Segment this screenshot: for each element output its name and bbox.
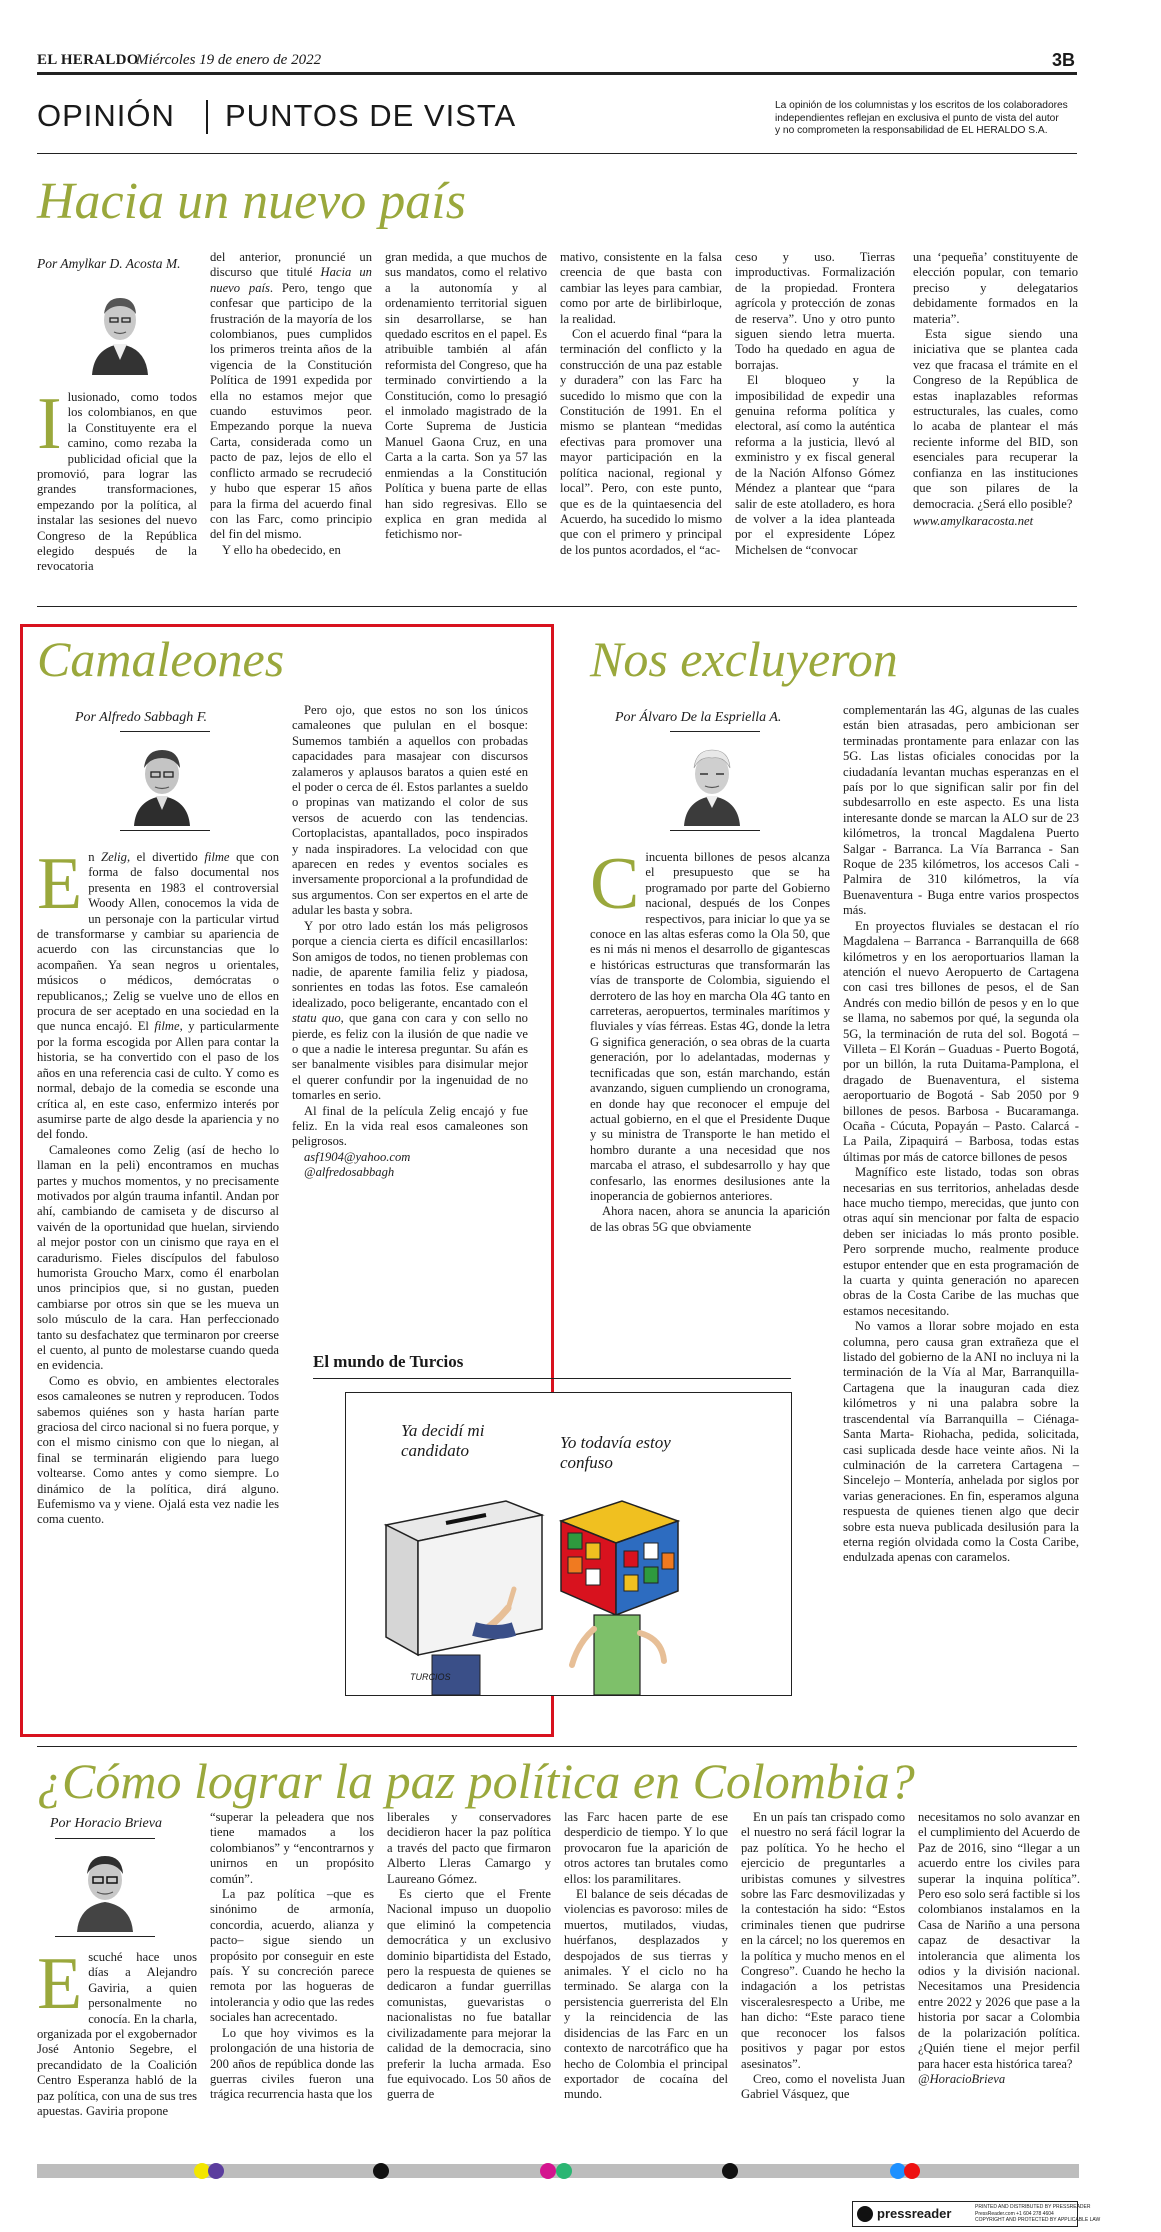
article1-col5-text-b: El bloqueo y la imposibilidad de expedir una genuina reforma política y electoral, así como la auténtica reforma a la justicia, llevó al exministro y ex fiscal general de la Nación Alfonso Gómez Méndez a plantear que “para salir de este atolladero, es hora de volver a la idea planteada por el expresidente López Michelsen de “convocar (735, 373, 895, 557)
article2-col1 (37, 843, 279, 1700)
article4-photo-rule (55, 1936, 155, 1937)
article2-text-1d: , y particularmente por la forma escogida por Allen para contar la historia, se ha convertido con el paso de los años en una referencia casi de culto. Y como es normal, debajo de la comedia se esconde una crítica al, en este caso, enfermizo interés por asumirse parte de algo desde la apariencia y no del fondo. (37, 1019, 279, 1142)
article1-col4-text-b: Con el acuerdo final “para la terminación del conflicto y la construcción de una paz estable y duradera” con las Farc ha sucedido lo mismo que con la Constitución de 1991. En el mismo se plantean “medidas efectivas para promover una mayor participación en la política nacional, regional y local”. Pero, con este punto, que es de la quintaesencia del Acuerdo, ha sucedido lo mismo que con el primero y principal de los puntos acordados, el “ac- (560, 327, 722, 557)
masthead-paper-name: EL HERALDO (37, 52, 139, 68)
article4-title: ¿Cómo lograr la paz política en Colombia? (37, 1753, 915, 1809)
article4-col5 (741, 1810, 905, 2100)
article2-word-filme-1: filme (204, 850, 230, 864)
article2-byline: Por Alfredo Sabbagh F. (75, 710, 207, 725)
pressreader-brand: pressreader (877, 2206, 952, 2221)
article1-col3 (385, 250, 547, 595)
article1-dropcap: I (37, 383, 62, 465)
article1-col4 (560, 250, 722, 595)
article1-col6-text-b: Esta sigue siendo una iniciativa que se plantea cada vez que fracasa el trámite en el Congreso de la República de estas inaplazables reformas estructurales, las cuales, como lo acaba de plantear el más reciente informe del BID, son esenciales para recuperar la confianza en las instituciones que son pilares de la democracia. ¿Será ello posible? (913, 327, 1078, 511)
article2-email[interactable]: asf1904@yahoo.com (304, 1149, 411, 1164)
author-photo-brieva (65, 1842, 145, 1932)
article2-text-2: Camaleones como Zelig (así de hecho lo llaman en la peli) encontramos en muchas partes y muchos momentos, y no precisamente motivados por algún trauma infantil. Andan por ahí, cambiando de camiseta y de discurso al vaivén de la oportunidad que huelan, sirviendo al mejor postor con un cinismo que raya en el caradurismo. Fieles discípulos del fabuloso humorista Groucho Marx, como él enarbolan unos principios que, si no gustan, pueden cambiarse por otros sin que se les mueva un solo músculo de la cara. Han perfeccionado tanto su desfachatez que terminaron por creerse el cuento, al punto de molestarse cuando queda en evidencia. (37, 1142, 279, 1373)
article1-website-link[interactable]: www.amylkaracosta.net (913, 513, 1034, 528)
article4-col6-text-a: necesitamos no solo avanzar en el cumplimiento del Acuerdo de Paz de 2016, sino “llegar a un acuerdo entre los civiles para superar la inquina política”. Pero eso solo será factible si los colombianos instalamos en la Casa de Nariño a una persona capaz de desactivar la intolerancia que alimenta los odios y la división nacional. Necesitamos una Presidencia entre 2022 y 2026 que pase a la historia por sacar a Colombia de la polarización política. ¿Quién tiene el mejor perfil para hacer esta histórica tarea? (918, 1810, 1080, 2071)
article4-col6 (918, 1810, 1080, 2100)
pressreader-fineprint: PRINTED AND DISTRIBUTED BY PRESSREADER PressReader.com +1 604 278 4604 COPYRIGHT AND PROTECTED BY APPLICABLE LAW (975, 2204, 1101, 2223)
article2-film-title: Zelig (101, 850, 127, 864)
article1-col2-text-b: . Pero, tengo que confesar que participo de la frustración de la mayoría de los colombianos, pues cumplidos los primeros treinta años de la vigencia de la Constitución Política de 1991 expedida por ella no estamos mejor que cuando estuvimos peor. Empezando porque la nueva Carta, considerada como un pacto de paz, lejos de ello el conflicto armado se recrudeció y hubo que esperar 15 años para la firma del acuerdo final con las Farc, como principio del fin del mismo. (210, 280, 372, 542)
cartoon-title: El mundo de Turcios (313, 1352, 464, 1371)
article4-col4-text-b: El balance de seis décadas de violencias es pavoroso: miles de muertos, mutilados, viudas, huérfanos, desplazados y despojados de sus tierras y animales. Y el ciclo no ha terminado. Se alarga con la persistencia guerrerista del Eln y la reincidencia de las disidencias de las Farc en un contexto de narcotráfico que ha hecho de Colombia el principal exportador de cocaína del mundo. (564, 1887, 728, 2102)
article4-col1 (37, 1943, 197, 2119)
article2-col2-text-2b: , que gana con cara y con sello no pierde, es feliz con la ilusión de que nadie ve o que a nadie le interesa preguntar. Su afán es ser banalmente visibles para disimular mejor el querer confundir por la ingenuidad de no tomarles en serio. (292, 1011, 528, 1103)
article4-col2-text-c: Lo que hoy vivimos es la prolongación de una historia de 200 años de república donde las guerras civiles fueron una trágica recurrencia hasta que los (210, 2025, 374, 2102)
article2-text-3: Como es obvio, en ambientes electorales esos camaleones se nutren y reproducen. Todos sabemos quiénes son y hasta harían parte graciosa del circo nacional si no fuera porque, y con el mismo cinismo con que lo niegan, al final se terminarán eligiendo para luego voltearse. Como antes y como siempre. Lo dinámico de la política, dirá alguno. Eufemismo va y viene. Ojalá esta vez nadie les coma cuento. (37, 1373, 279, 1527)
article1-bottom-rule (37, 606, 1077, 607)
article3-dropcap: C (590, 843, 640, 925)
article1-col1-text: lusionado, como todos los colombianos, en que la Constituyente era el camino, como rezaba la publicidad oficial que la promovió, para lograr las grandes transformaciones, empezando por la política, al instalar las sesiones del nuevo Congreso de la República elegido después de la revocatoria (37, 390, 197, 574)
disclaimer: La opinión de los columnistas y los escritos de los colaboradores independientes reflejan en exclusiva el punto de vista del autor y no comprometen la responsabilidad de EL HERALDO S.A. (775, 100, 1068, 136)
article1-col6 (913, 250, 1078, 595)
article2-dropcap: E (37, 843, 83, 925)
article3-byline-rule (670, 731, 760, 732)
article1-col4-text-a: mativo, consistente en la falsa creencia de que basta con cambiar las leyes para cambiar, como por arte de birlibirloque, la realidad. (560, 250, 722, 326)
section-rule (37, 153, 1077, 154)
pressreader-badge[interactable] (852, 2201, 1101, 2227)
article4-top-rule (37, 1746, 1077, 1747)
registration-dot-black-1 (373, 2163, 389, 2179)
article4-twitter-handle[interactable]: @HoracioBrieva (918, 2071, 1006, 2086)
registration-dot-red (904, 2163, 920, 2179)
author-photo-espriella (672, 736, 752, 826)
article1-col2-text-a: del anterior, pronuncié un discurso que titulé (210, 250, 372, 280)
article4-col4 (564, 1810, 728, 2100)
article2-text-1c: que con forma de falso documental nos presenta en 1983 el controversial Woody Allen, conocemos la vida de un personaje con la particular virtud de transformarse y cambiar su apariencia de acuerdo con las circunstancias que lo acompañen. Ya sean negros u orientales, músicos o médicos, demócratas o republicanos,; Zelig se vuelve uno de ellos en procura de ser aceptado en una sociedad en la que nunca encajó. El (37, 850, 279, 1034)
article3-col1 (590, 843, 830, 1300)
article2-twitter-handle[interactable]: @alfredosabbagh (304, 1165, 395, 1180)
author-photo-acosta (80, 280, 160, 375)
registration-dot-green (556, 2163, 572, 2179)
article3-text-2: Ahora nacen, ahora se anuncia la aparición de las obras 5G que obviamente (590, 1204, 830, 1234)
cartoon-title-rule (313, 1378, 791, 1379)
article1-col5 (735, 250, 895, 595)
article3-photo-rule (670, 830, 760, 831)
article4-col2-text-b: La paz política –que es sinónimo de armonía, concordia, acuerdo, alianza y pacto– sigue siendo un propósito por conseguir en este país. Y su concreción parece remota por las hogueras de intolerancia y odio que las redes sociales han acrecentado. (210, 1887, 374, 2025)
article4-col4-text-a: las Farc hacen parte de ese desperdicio de tiempo. Y lo que provocaron fue la aparición de otros actores tan brutales como ellos: los paramilitares. (564, 1810, 728, 1886)
article4-col5-text-a: En un país tan crispado como el nuestro no será fácil lograr la paz política. Yo he hecho el ejercicio de preguntarles a uribistas comunes y silvestres sobre las Farc desmovilizadas y la contestación ha sido: “Estos criminales tienen que pudrirse en la cárcel; no los queremos en la política y mucho menos en el Congreso”. Cuando he hecho la indagación a los petristas visceralesrespecto a Uribe, me han dicho: “Este paraco tiene que reconocer los falsos positivos y pagar por estos asesinatos”. (741, 1810, 905, 2071)
masthead-rule (37, 72, 1077, 75)
article4-col2-text-a: “superar la peleadera que nos tiene mamados a los colombianos” y “encontrarnos y unirnos en un propósito común”. (210, 1810, 374, 1886)
cartoon-bubble-right: Yo todavía estoy confuso (560, 1433, 671, 1472)
masthead-date: Miércoles 19 de enero de 2022 (136, 52, 322, 68)
article3-col2-text-4: No vamos a llorar sobre mojado en esta columna, pero causa gran extrañeza que el listado del gobierno de la ANI no incluya ni la terminación de la Vía al Mar, Barranquilla-Cartagena que la inauguran cada diez kilómetros y ni una palabra sobre la trascendental vía Barranquilla – Ciénaga-Santa Marta- Riohacha, pedida, solicitada, casi suplicada desde hace veinte años. Ni la culminación de la carretera Cartagena – Sincelejo – Montería, anhelada por siglos por varias generaciones. En fin, esperamos alguna respuesta de quienes tienen algo que decir sobre esta nueva publicada desilusión para la eterna región olvidada como la Costa Caribe, endulzada apenas con caramelos. (843, 1319, 1079, 1565)
registration-dot-magenta (540, 2163, 556, 2179)
article2-text-1b: , el divertido (126, 850, 205, 864)
article4-col2 (210, 1810, 374, 2100)
article4-col1-text: scuché hace unos días a Alejandro Gaviria, a quien personalmente no conocía. En la charla, organizada por el exgobernador José Antonio Segebre, el precandidato de la Coalición Centro Esperanza habló de la paz política, con una de sus tres apuestas. Gaviria propone (37, 1950, 197, 2119)
article4-byline: Por Horacio Brieva (50, 1816, 162, 1831)
article3-byline: Por Álvaro De la Espriella A. (615, 710, 782, 725)
cartoon-bubble-left: Ya decidí mi candidato (401, 1421, 485, 1460)
article2-title: Camaleones (37, 631, 285, 687)
article2-statu-quo: statu quo (292, 1011, 341, 1026)
article1-col3-text: gran medida, a que muchos de sus mandatos, como el relativo a la autonomía y al ordenamiento territorial siguen sin desarrollarse, se han quedado escritos en el papel. Es atribuible también al afán reformista del Congreso, que ha terminado convirtiendo a la Constitución, como lo presagió el inmolado magistrado de la Corte Suprema de Justicia Manuel Gaona Cruz, en una Carta a la carta. Son ya 57 las enmiendas a la Constitución Política y buena parte de ellas han sido regresivas. Ello se explica en gran medida al fetichismo nor- (385, 250, 547, 542)
article2-col2 (292, 703, 528, 1308)
article2-photo-rule (120, 830, 210, 831)
article3-col2-text-1: complementarán las 4G, algunas de las cuales están bien atrasadas, pero ambicionan ser terminadas prontamente para enlazar con las 5G. Las listas oficiales conocidas por la ciudadanía levantan muchas esperanzas en el país por lo que significan salir por fin del subdesarrollo en este aspecto. Es una lista interesante donde se marcan la ALO sur de 23 kilómetros, la troncal Magdalena Puerto Salgar - Barranca. La Vía Barranca - San Roque de 235 kilómetros, los accesos Cali - Palmira de 310 kilómetros, la vía Buenaventura - Buga entre varios prospectos más. (843, 703, 1079, 918)
article3-title: Nos excluyeron (590, 631, 898, 687)
article2-text-1a: n (88, 850, 102, 864)
article3-text-1: incuenta billones de pesos alcanza el presupuesto que se ha programado por parte del Gobierno nacional, después de los Conpes respectivos, para iniciar lo que ya se conoce en las altas esferas como la Ola 50, que es ni más ni menos el desarrollo de gigantescas e históricas estructuras que transformarán las vías de transporte de Colombia, siguiendo el derrotero de las hoy en marcha Ola 4G tanto en carreteras, aeropuertos, terminales marítimos y fluviales y vías férreas. Estas 4G, donde la letra G significa generación, o sea obras de la cuarta generación, por lo adelantadas, modernas y tecnificadas que son, están marchando, están avanzando, siguen cumpliendo un cronograma, en donde hay que reconocer el empuje del actual gobierno, en el que el Presidente Duque y su ministra de Transporte le han metido el hombro durante a una necesidad que nos marcaba el atraso, el subdesarrollo y hay que confesarlo, las enormes desilusiones ante la inoperancia de gobiernos anteriores. (590, 850, 830, 1203)
article2-col2-text-1: Pero ojo, que estos no son los únicos camaleones que pululan en el bosque: Sumemos también a aquellos con probadas capacidades para masajear con discursos zalameros y aplausos baratos a quien esté en el poder o cerca de él. Estos parlantes a sueldo o propinas van matizando el color de sus versos de acuerdo con las tendencias. Cortoplacistas, apantallados, poco inspirados y nada inspiradores. La velocidad con que aparecen en redes y eventos sociales es inversamente proporcional a la profundidad de sus argumentos. Con ser expertos en el arte de adular les basta y sobra. (292, 703, 528, 918)
article3-col2-text-3: Magnífico este listado, todas son obras necesarias en sus territorios, anheladas desde hace mucho tiempo, merecidas, que junto con otras aquí sin mencionar por falta de espacio deben ser iniciadas lo más pronto posible. Pero sorprende mucho, realmente produce estupor entender que en esta programación de la cuarta y quinta generación no aparecen obras de la Costa Caribe de las muchas que estamos necesitando. (843, 1165, 1079, 1318)
article1-col6-text-a: una ‘pequeña’ constituyente de elección popular, con temario preciso y delegatarios debidamente formados en la materia”. (913, 250, 1078, 326)
article1-title: Hacia un nuevo país (37, 173, 466, 230)
author-photo-sabbagh (122, 736, 202, 826)
page-number: 3B (1052, 50, 1076, 70)
section-title: OPINIÓN (37, 98, 175, 133)
article4-dropcap: E (37, 1943, 83, 2025)
article2-col2-text-3: Al final de la película Zelig encajó y fue feliz. En la vida real esos camaleones son peligrosos. (292, 1103, 528, 1149)
article2-byline-rule (120, 731, 210, 732)
article4-col5-text-b: Creo, como el novelista Juan Gabriel Vásquez, que (741, 2071, 905, 2102)
article4-col3 (387, 1810, 551, 2100)
article3-col2 (843, 703, 1079, 1703)
article2-word-filme-2: filme (154, 1019, 180, 1034)
article2-col2-text-2a: Y por otro lado están los más peligrosos porque a ciencia cierta es difícil encasillarlos: Son amigos de todos, no tienen problemas con nadie, de aparente familia feliz y piadosa, sonrientes en todas las fotos. Ese camaleón idealizado, poco beligerante, encantado con el (292, 918, 528, 1010)
cartoon-signature: TURCIOS (410, 1672, 451, 1682)
section-divider (206, 100, 208, 134)
subsection-title: PUNTOS DE VISTA (225, 98, 517, 133)
article4-col3-text-b: Es cierto que el Frente Nacional impuso un duopolio que eliminó la competencia democrática y un exclusivo dominio bipartidista del Estado, pero la respuesta de quienes se dedicaron a fundar guerrillas comunistas, guevaristas o nacionalistas no fue batallar civilizadamente para mejorar la calidad de la democracia, sino preferir la lucha armada. Eso fue equivocado. Los 50 años de guerra de (387, 1887, 551, 2102)
article1-col5-text-a: ceso y uso. Tierras improductivas. Formalización de la propiedad. Frontera agrícola y protección de zonas de reserva”. Uno y otro punto siguen siendo letra muerta. Todo ha quedado en agua de borrajas. (735, 250, 895, 372)
article1-col2 (210, 250, 372, 595)
article1-col1 (37, 383, 197, 590)
article1-speech-title: Hacia un nuevo país (210, 265, 372, 295)
registration-dot-black-2 (722, 2163, 738, 2179)
article3-col2-text-2: En proyectos fluviales se destacan el río Magdalena – Barranca - Barranquilla de 668 kilómetros y en los aeroportuarios llaman la atención el nuevo Aeropuerto de Cartagena con casi tres billones de pesos, el de San Andrés con medio billón de pesos y en lo que se llama, no sabemos por qué, la segunda ola 5G, la terminación de ruta del sol. Bogotá – Villeta – El Korán – Guaduas - Puerto Bogotá, por un billón, la ruta Duitama-Pamplona, el dragado de Buenaventura, el sistema aeroportuario de Bogotá - Sab 2050 por 9 billones de pesos. Barbosa - Bucaramanga. Ocaña - Cúcuta, Popayán – Pasto. Calarcá - La Paila, Zipaquirá – Barbosa, todas estas últimas por más de catorce billones de pesos (843, 918, 1079, 1164)
article4-byline-rule (55, 1838, 155, 1839)
article1-col2-text-c: Y ello ha obedecido, en (222, 542, 341, 557)
article1-byline: Por Amylkar D. Acosta M. (37, 256, 181, 271)
cartoon-illustration (345, 1392, 792, 1696)
registration-dot-purple (208, 2163, 224, 2179)
pressreader-logo-icon (857, 2206, 873, 2222)
article4-col3-text-a: liberales y conservadores decidieron hacer la paz política a través del pacto que firmaron Alberto Lleras Camargo y Laureano Gómez. (387, 1810, 551, 1886)
